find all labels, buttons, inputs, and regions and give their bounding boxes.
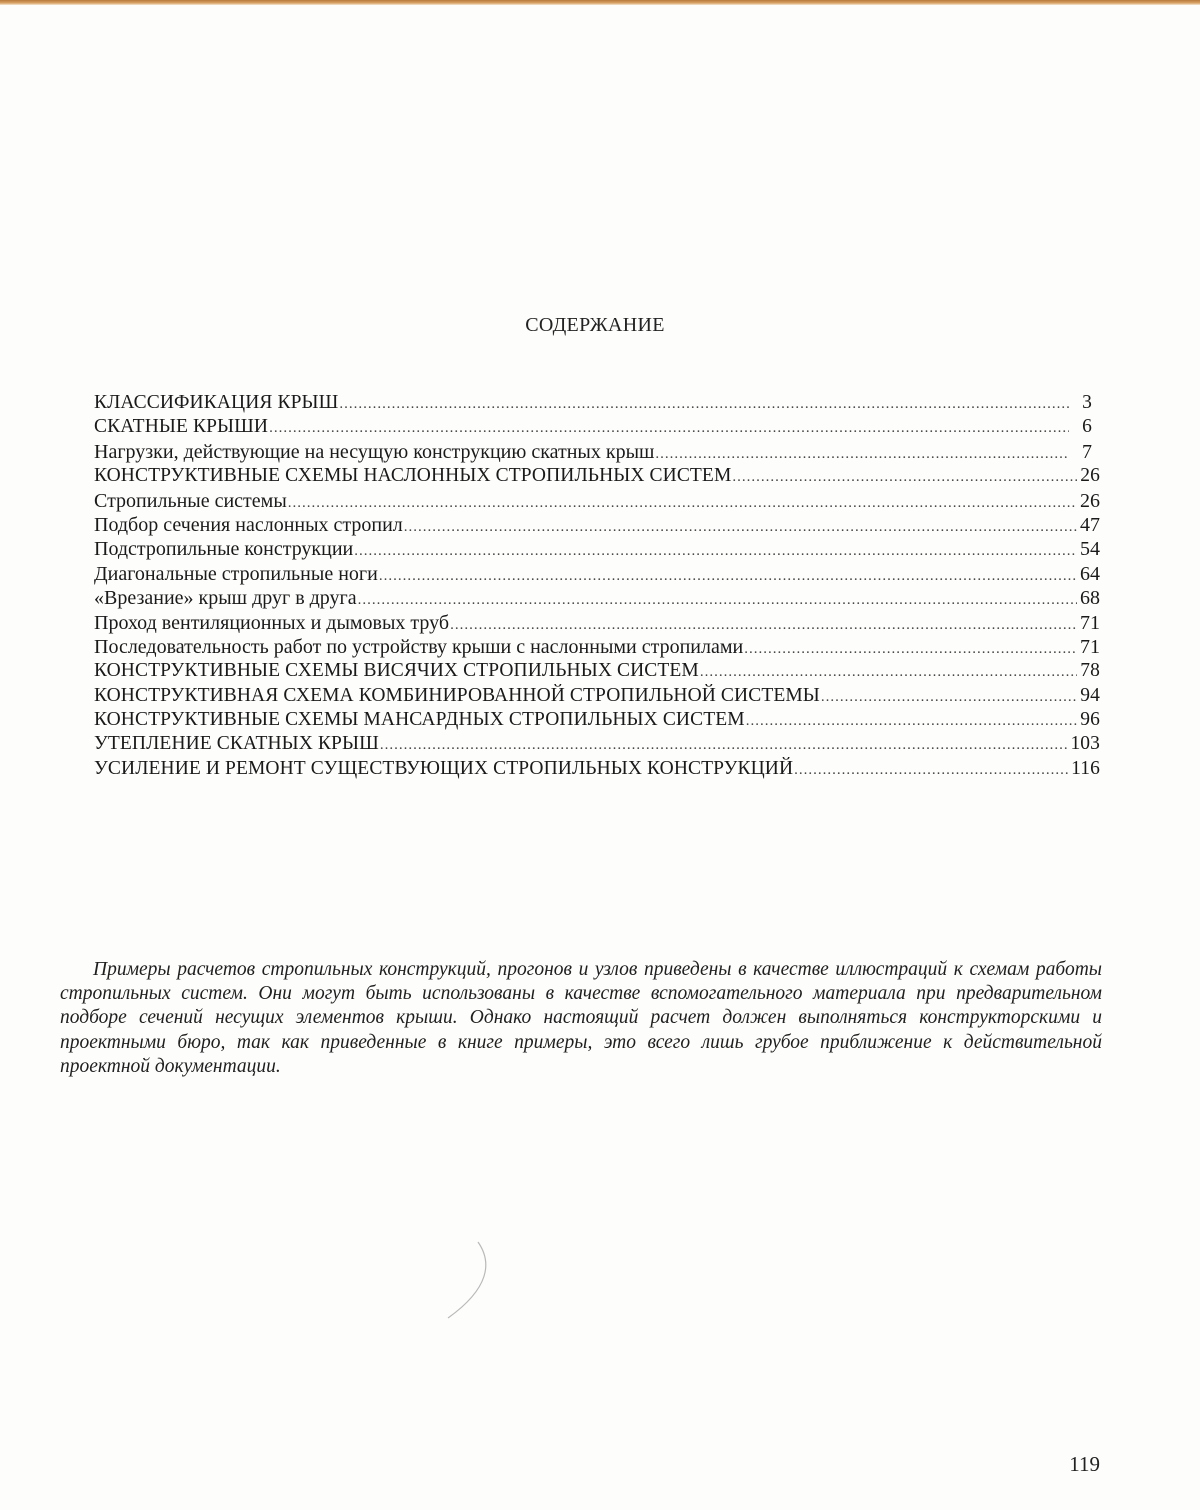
toc-dot-leader: [379, 562, 1077, 588]
toc-dot-leader: [821, 684, 1077, 709]
toc-entry-label: Диагональные стропильные ноги: [94, 562, 378, 585]
toc-dot-leader: [404, 513, 1077, 539]
toc-entry: [94, 537, 1100, 561]
toc-dot-leader: [358, 586, 1077, 612]
toc-entry: [94, 684, 1100, 708]
toc-entry-page: 78: [1080, 660, 1100, 682]
toc-entry-page: 71: [1080, 611, 1100, 634]
toc-entry: [94, 757, 1100, 781]
toc-entry: [94, 464, 1100, 488]
toc-dot-leader: [450, 611, 1077, 637]
toc-dot-leader: [700, 659, 1077, 684]
toc-entry: [94, 659, 1100, 683]
toc-entry-page: 96: [1080, 709, 1100, 731]
toc-dot-leader: [794, 757, 1070, 782]
toc-dot-leader: [339, 391, 1069, 416]
toc-entry-page: 103: [1070, 733, 1100, 755]
toc-entry: [94, 562, 1100, 586]
toc-dot-leader: [746, 708, 1077, 733]
toc-entry: [94, 635, 1100, 659]
toc-entry-label: Подстропильные конструкции: [94, 538, 354, 561]
note-paragraph: Примеры расчетов стропильных конструкций, прогонов и узлов приведены в качестве иллюстраций к схемам работы стропильных систем. Они могут быть использованы в качестве вспомогательного материала при предварительном подборе сечений несущих элементов крыши. Однако настоящий расчет должен выполняться конструкторскими и проектными бюро, так как приведенные в книге примеры, это всего лишь грубое приближение к действительной проектной документации.: [60, 959, 1102, 1077]
toc-entry: [94, 415, 1100, 439]
toc-entry-label: КОНСТРУКТИВНЫЕ СХЕМЫ НАСЛОННЫХ СТРОПИЛЬНЫХ СИСТЕМ: [94, 465, 732, 487]
toc-dot-leader: [380, 732, 1070, 757]
toc-dot-leader: [655, 440, 1069, 466]
pencil-mark: [440, 1236, 500, 1326]
toc-entry-label: КОНСТРУКТИВНАЯ СХЕМА КОМБИНИРОВАННОЙ СТРОПИЛЬНОЙ СИСТЕМЫ: [94, 684, 820, 706]
toc-entry-page: 7: [1082, 440, 1092, 463]
toc-entry: [94, 489, 1100, 513]
toc-entry: [94, 391, 1100, 415]
toc-entry: [94, 732, 1100, 756]
toc-dot-leader: [744, 635, 1077, 661]
toc-entry: [94, 513, 1100, 537]
toc-entry-page: 6: [1082, 416, 1092, 438]
toc-entry-label: Подбор сечения наслонных стропил: [94, 513, 403, 536]
toc-entry-label: Последовательность работ по устройству крыши с наслонными стропилами: [94, 635, 744, 658]
toc-entry-page: 64: [1080, 562, 1100, 585]
toc-entry: [94, 440, 1100, 464]
toc-dot-leader: [288, 489, 1077, 515]
toc-entry-label: «Врезание» крыш друг в друга: [94, 587, 357, 610]
toc-entry-page: 71: [1080, 635, 1100, 658]
toc-dot-leader: [732, 464, 1077, 489]
toc-entry: [94, 611, 1100, 635]
toc-entry-label: КОНСТРУКТИВНЫЕ СХЕМЫ ВИСЯЧИХ СТРОПИЛЬНЫХ СИСТЕМ: [94, 660, 699, 682]
toc-entry-label: УСИЛЕНИЕ И РЕМОНТ СУЩЕСТВУЮЩИХ СТРОПИЛЬНЫХ КОНСТРУКЦИЙ: [94, 757, 794, 779]
toc-entry-label: УТЕПЛЕНИЕ СКАТНЫХ КРЫШ: [94, 733, 379, 755]
page-top-edge: [0, 0, 1200, 5]
toc-entry-page: 54: [1080, 538, 1100, 561]
toc-entry-page: 3: [1082, 392, 1092, 413]
contents-title: СОДЕРЖАНИЕ: [525, 314, 665, 336]
toc-entry: [94, 708, 1100, 732]
toc-entry-page: 68: [1080, 587, 1100, 610]
toc-entry-page: 26: [1080, 489, 1100, 512]
toc-entry-page: 47: [1080, 513, 1100, 536]
toc-dot-leader: [354, 537, 1077, 563]
toc-entry-page: 116: [1071, 757, 1100, 779]
toc-entry-label: КОНСТРУКТИВНЫЕ СХЕМЫ МАНСАРДНЫХ СТРОПИЛЬНЫХ СИСТЕМ: [94, 709, 745, 731]
toc-dot-leader: [269, 415, 1069, 440]
toc-entry: [94, 586, 1100, 610]
toc-entry-page: 94: [1080, 684, 1100, 706]
toc-entry-page: 26: [1080, 465, 1100, 487]
page-number: 119: [1069, 1452, 1100, 1476]
toc-entry-label: Нагрузки, действующие на несущую конструкцию скатных крыш: [94, 440, 655, 463]
toc-entry-label: СКАТНЫЕ КРЫШИ: [94, 416, 269, 438]
toc-entry-label: Стропильные системы: [94, 489, 287, 512]
toc-entry-label: КЛАССИФИКАЦИЯ КРЫШ: [94, 392, 339, 413]
toc-entry-label: Проход вентиляционных и дымовых труб: [94, 611, 450, 634]
table-of-contents: [94, 391, 1100, 781]
